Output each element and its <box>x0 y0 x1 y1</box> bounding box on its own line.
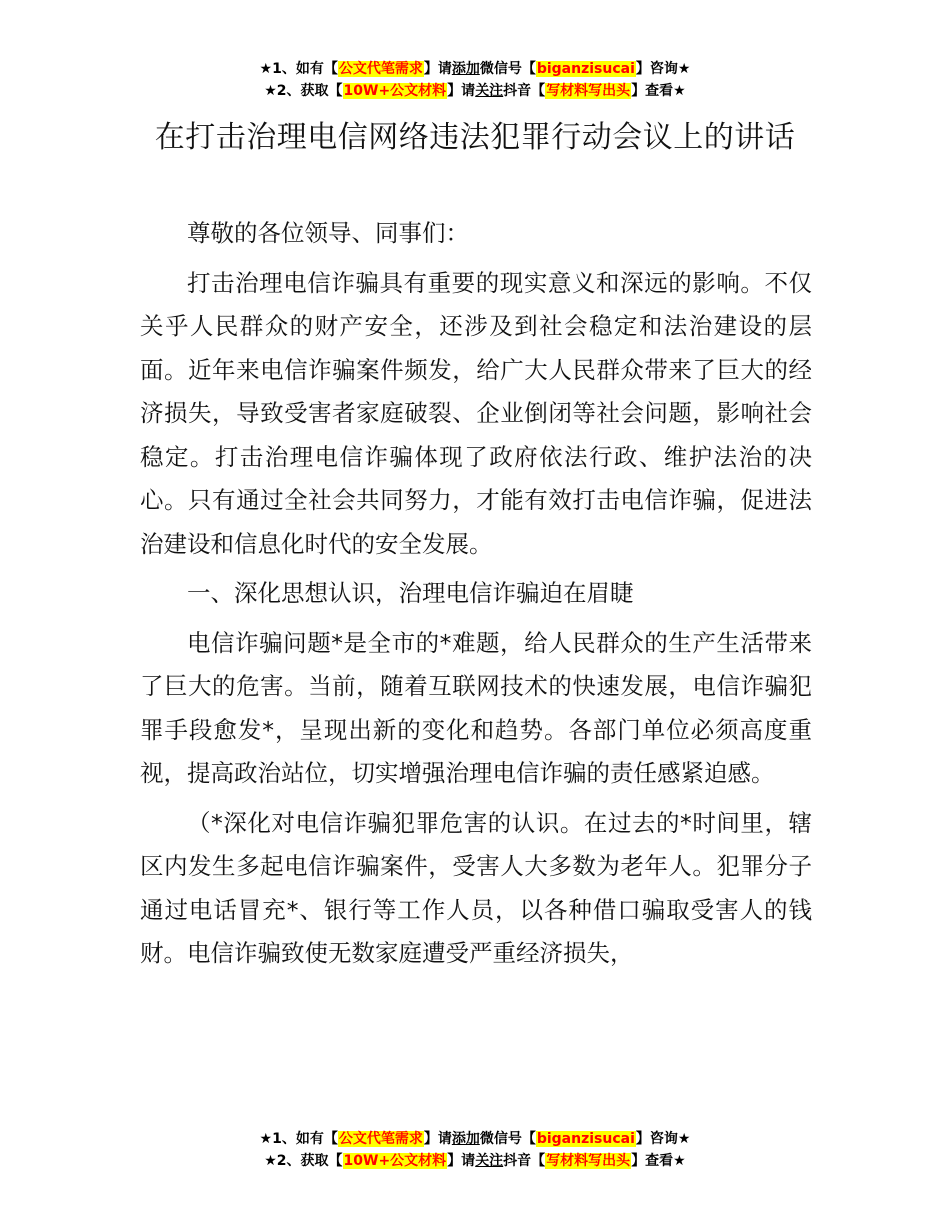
salutation: 尊敬的各位领导、同事们： <box>187 219 469 247</box>
promo-text: 】请 <box>423 61 452 77</box>
promo-underlined: 关注 <box>475 1153 504 1169</box>
promo-highlight: 公文代笔需求 <box>338 1131 423 1147</box>
promo-line-2 <box>0 80 950 102</box>
promo-wechat-id: biganzisucai <box>536 61 635 77</box>
body-paragraph: 打击治理电信诈骗具有重要的现实意义和深远的影响。不仅关乎人民群众的财产安全，还涉及到社会稳定和法治建设的层面。近年来电信诈骗案件频发，给广大人民群众带来了巨大的经济损失，导致受害者家庭破裂、企业倒闭等社会问题，影响社会稳定。打击治理电信诈骗体现了政府依法行政、维护法治的决心。只有通过全社会共同努力，才能有效打击电信诈骗，促进法治建设和信息化时代的安全发展。 <box>140 268 812 558</box>
promo-underlined: 关注 <box>475 83 504 99</box>
promo-text: ★1、如有【 <box>259 1131 338 1147</box>
promo-text: 】查看★ <box>631 1153 686 1169</box>
promo-banner-top <box>0 58 950 102</box>
promo-highlight: 公文代笔需求 <box>338 61 423 77</box>
promo-text: 】咨询★ <box>635 61 691 77</box>
promo-highlight: 10W+公文材料 <box>343 83 447 99</box>
promo-text: 】请 <box>447 1153 476 1169</box>
section-heading: 一、深化思想认识，治理电信诈骗迫在眉睫 <box>187 579 634 607</box>
promo-line-1 <box>0 58 950 80</box>
promo-douyin-id: 写材料写出头 <box>546 1153 631 1169</box>
promo-text: ★2、获取【 <box>264 83 343 99</box>
document-body <box>140 212 812 982</box>
promo-text: 抖音【 <box>503 1153 546 1169</box>
document-title: 在打击治理电信网络违法犯罪行动会议上的讲话 <box>154 120 796 155</box>
promo-text: 微信号【 <box>479 1131 536 1147</box>
promo-douyin-id: 写材料写出头 <box>546 83 631 99</box>
promo-text: 】查看★ <box>631 83 686 99</box>
promo-banner-bottom <box>0 1128 950 1172</box>
body-paragraph: （*深化对电信诈骗犯罪危害的认识。在过去的*时间里，辖区内发生多起电信诈骗案件，受害人大多数为老年人。犯罪分子通过电话冒充*、银行等工作人员，以各种借口骗取受害人的钱财。电信诈骗致使无数家庭遭受严重经济损失， <box>140 808 812 967</box>
body-paragraph: 电信诈骗问题*是全市的*难题，给人民群众的生产生活带来了巨大的危害。当前，随着互联网技术的快速发展，电信诈骗犯罪手段愈发*，呈现出新的变化和趋势。各部门单位必须高度重视，提高政治站位，切实增强治理电信诈骗的责任感紧迫感。 <box>140 628 812 787</box>
promo-text: ★1、如有【 <box>259 61 338 77</box>
promo-underlined: 添加 <box>451 61 480 77</box>
promo-text: 微信号【 <box>479 61 536 77</box>
promo-highlight: 10W+公文材料 <box>343 1153 447 1169</box>
promo-text: 抖音【 <box>503 83 546 99</box>
promo-line-1 <box>0 1128 950 1150</box>
promo-line-2 <box>0 1150 950 1172</box>
promo-text: 】咨询★ <box>635 1131 691 1147</box>
promo-text: ★2、获取【 <box>264 1153 343 1169</box>
promo-underlined: 添加 <box>451 1131 480 1147</box>
promo-wechat-id: biganzisucai <box>536 1131 635 1147</box>
promo-text: 】请 <box>447 83 476 99</box>
promo-text: 】请 <box>423 1131 452 1147</box>
